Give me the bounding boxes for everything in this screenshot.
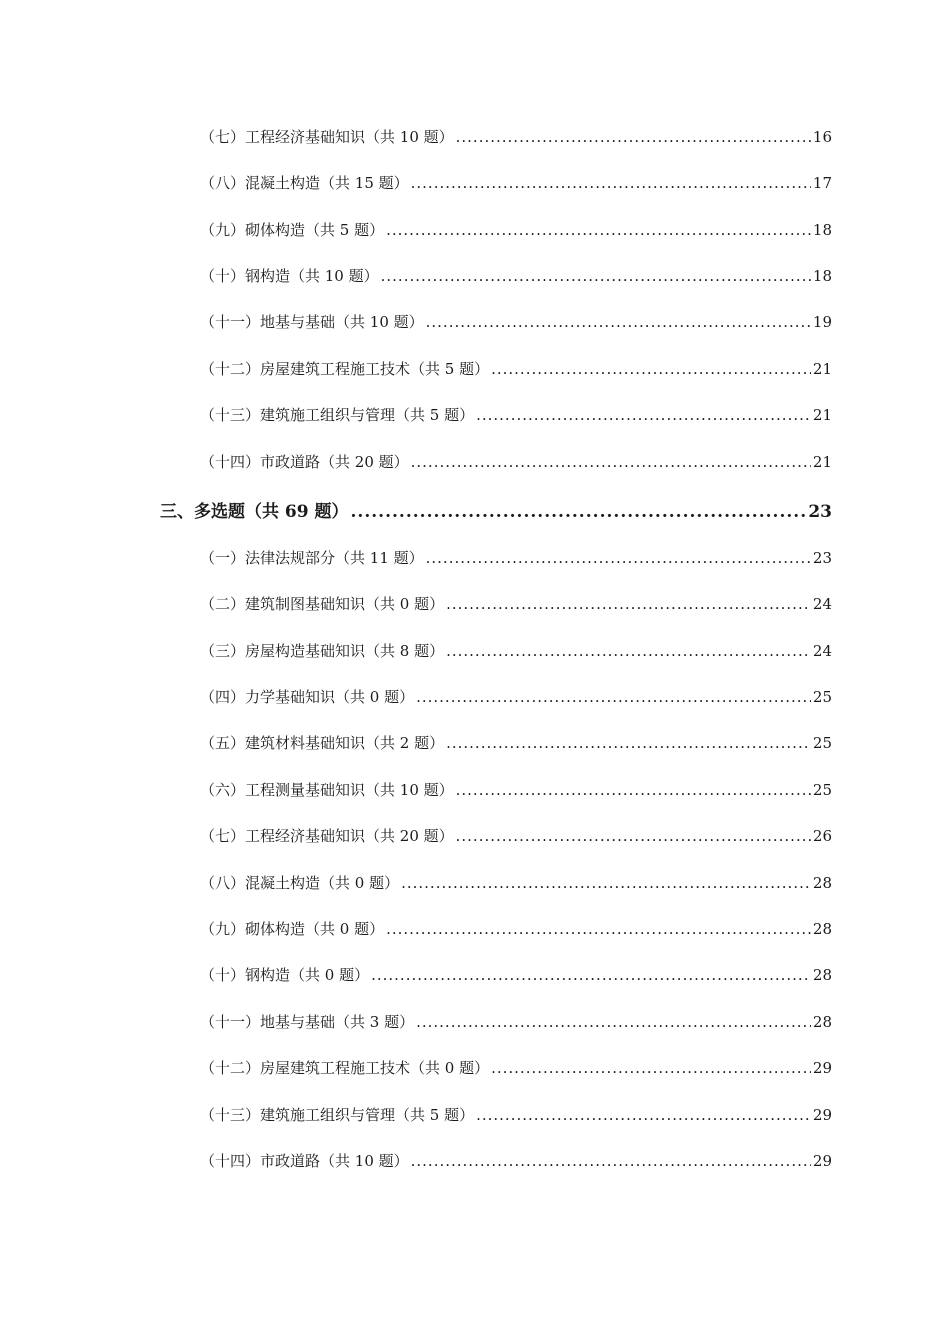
toc-entry-page: 24 xyxy=(812,642,832,660)
toc-entry-label: （十三）建筑施工组织与管理（共 5 题） xyxy=(200,1106,475,1124)
toc-dot-leader xyxy=(476,406,811,424)
toc-entry[interactable] xyxy=(200,732,832,753)
toc-dot-leader xyxy=(491,360,811,378)
toc-dot-leader xyxy=(411,1152,811,1170)
toc-entry[interactable] xyxy=(200,1104,832,1125)
toc-entry-label: （八）混凝土构造（共 15 题） xyxy=(200,174,409,192)
toc-dot-leader xyxy=(456,827,811,845)
toc-entry[interactable] xyxy=(200,686,832,707)
toc-entry-page: 21 xyxy=(812,453,832,471)
toc-dot-leader xyxy=(446,595,811,613)
toc-entry[interactable] xyxy=(200,825,832,846)
toc-entry-label: （八）混凝土构造（共 0 题） xyxy=(200,874,400,892)
toc-entry-page: 28 xyxy=(812,1013,832,1031)
toc-section-entry[interactable] xyxy=(160,497,832,522)
toc-entry-label: （十四）市政道路（共 20 题） xyxy=(200,453,409,471)
toc-dot-leader xyxy=(411,453,811,471)
toc-entry-label: （三）房屋构造基础知识（共 8 题） xyxy=(200,642,445,660)
toc-entry[interactable] xyxy=(200,265,832,286)
toc-dot-leader xyxy=(381,267,811,285)
toc-entry-label: （十二）房屋建筑工程施工技术（共 0 题） xyxy=(200,1059,490,1077)
toc-entry-page: 18 xyxy=(812,267,832,285)
toc-entry-page: 21 xyxy=(812,360,832,378)
toc-entry-label: 三、多选题（共 69 题） xyxy=(160,502,349,522)
toc-entry-label: （四）力学基础知识（共 0 题） xyxy=(200,688,415,706)
toc-entry-label: （十三）建筑施工组织与管理（共 5 题） xyxy=(200,406,475,424)
toc-entry-page: 24 xyxy=(812,595,832,613)
toc-dot-leader xyxy=(411,174,811,192)
toc-entry-page: 28 xyxy=(812,966,832,984)
toc-entry[interactable] xyxy=(200,358,832,379)
toc-dot-leader xyxy=(426,549,811,567)
toc-dot-leader xyxy=(386,221,811,239)
toc-entry-page: 18 xyxy=(812,221,832,239)
toc-entry[interactable] xyxy=(200,964,832,985)
toc-entry-page: 25 xyxy=(812,688,832,706)
toc-entry-page: 23 xyxy=(808,502,832,522)
toc-entry-label: （十二）房屋建筑工程施工技术（共 5 题） xyxy=(200,360,490,378)
toc-entry-page: 26 xyxy=(812,827,832,845)
toc-entry-page: 16 xyxy=(812,128,832,146)
toc-entry[interactable] xyxy=(200,640,832,661)
toc-entry[interactable] xyxy=(200,126,832,147)
toc-entry-page: 25 xyxy=(812,734,832,752)
toc-entry-label: （五）建筑材料基础知识（共 2 题） xyxy=(200,734,445,752)
toc-entry[interactable] xyxy=(200,404,832,425)
toc-entry[interactable] xyxy=(200,918,832,939)
toc-entry-label: （一）法律法规部分（共 11 题） xyxy=(200,549,424,567)
toc-entry-label: （七）工程经济基础知识（共 20 题） xyxy=(200,827,454,845)
toc-dot-leader xyxy=(401,874,811,892)
toc-dot-leader xyxy=(446,642,811,660)
toc-dot-leader xyxy=(491,1059,811,1077)
toc-entry[interactable] xyxy=(200,1011,832,1032)
toc-entry[interactable] xyxy=(200,451,832,472)
toc-entry-label: （九）砌体构造（共 0 题） xyxy=(200,920,385,938)
toc-entry-label: （十一）地基与基础（共 3 题） xyxy=(200,1013,415,1031)
toc-entry-page: 21 xyxy=(812,406,832,424)
toc-dot-leader xyxy=(456,781,811,799)
toc-entry-page: 28 xyxy=(812,920,832,938)
toc-entry-label: （十四）市政道路（共 10 题） xyxy=(200,1152,409,1170)
toc-entry[interactable] xyxy=(200,311,832,332)
toc-entry[interactable] xyxy=(200,1150,832,1171)
toc-entry[interactable] xyxy=(200,593,832,614)
toc-entry-label: （二）建筑制图基础知识（共 0 题） xyxy=(200,595,445,613)
toc-entry[interactable] xyxy=(200,779,832,800)
toc-dot-leader xyxy=(386,920,811,938)
toc-entry-page: 23 xyxy=(812,549,832,567)
toc-entry-page: 29 xyxy=(812,1152,832,1170)
toc-dot-leader xyxy=(456,128,811,146)
toc-dot-leader xyxy=(426,313,811,331)
toc-entry-page: 25 xyxy=(812,781,832,799)
toc-dot-leader xyxy=(416,1013,811,1031)
toc-entry-label: （七）工程经济基础知识（共 10 题） xyxy=(200,128,454,146)
toc-entry-label: （六）工程测量基础知识（共 10 题） xyxy=(200,781,454,799)
toc-entry-label: （十一）地基与基础（共 10 题） xyxy=(200,313,424,331)
toc-dot-leader xyxy=(371,966,811,984)
toc-entry-page: 28 xyxy=(812,874,832,892)
toc-entry-label: （十）钢构造（共 0 题） xyxy=(200,966,370,984)
toc-entry[interactable] xyxy=(200,547,832,568)
toc-entry[interactable] xyxy=(200,219,832,240)
toc-entry-page: 29 xyxy=(812,1106,832,1124)
toc-dot-leader xyxy=(416,688,811,706)
toc-entry[interactable] xyxy=(200,872,832,893)
toc-entry[interactable] xyxy=(200,172,832,193)
toc-entry-label: （十）钢构造（共 10 题） xyxy=(200,267,379,285)
toc-entry-page: 29 xyxy=(812,1059,832,1077)
toc-entry-page: 17 xyxy=(812,174,832,192)
toc-entry-page: 19 xyxy=(812,313,832,331)
toc-dot-leader xyxy=(446,734,811,752)
toc-dot-leader xyxy=(476,1106,811,1124)
toc-entry-label: （九）砌体构造（共 5 题） xyxy=(200,221,385,239)
toc-entry[interactable] xyxy=(200,1057,832,1078)
toc-dot-leader xyxy=(351,502,807,522)
